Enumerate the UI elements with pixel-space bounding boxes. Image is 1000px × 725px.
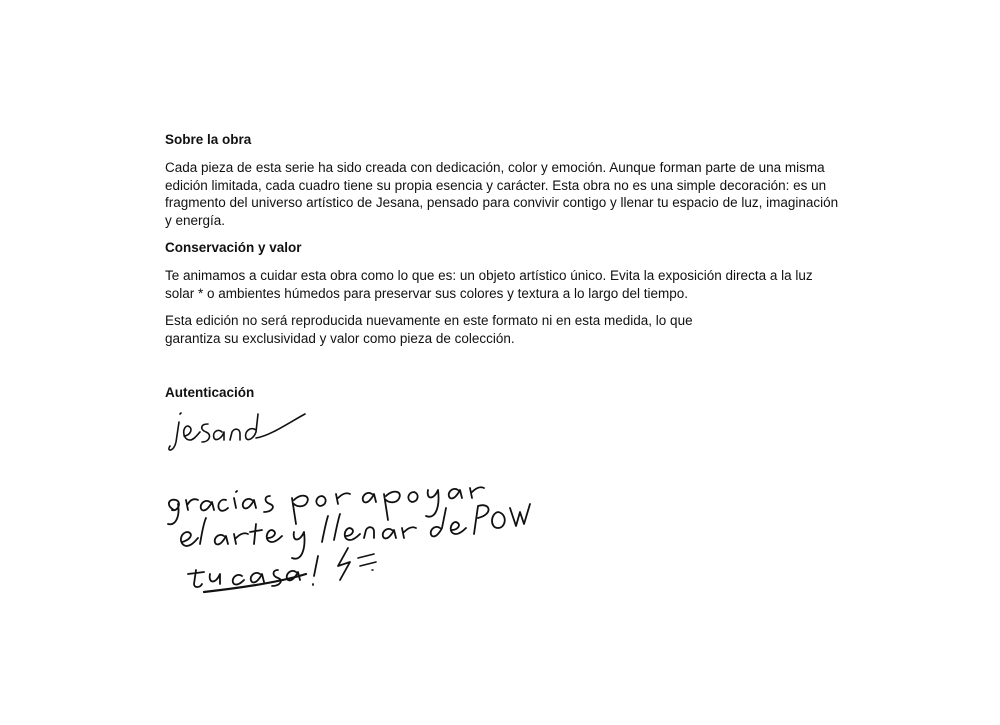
signature-image <box>160 402 320 457</box>
care-paragraph-1: Te animamos a cuidar esta obra como lo que es: un objeto artístico único. Evita la exposición directa a la luz solar * o ambientes húmedos para preservar sus colores y textura a lo largo del tiempo. <box>165 268 813 301</box>
care-heading: Conservación y valor <box>165 240 302 255</box>
care-paragraph-2: Esta edición no será reproducida nuevamente en este formato ni en esta medida, lo que garantiza su exclusividad y valor como pieza de colección. <box>165 313 693 346</box>
about-heading: Sobre la obra <box>165 132 252 147</box>
auth-heading: Autenticación <box>165 385 255 400</box>
handwritten-note-image <box>160 466 540 601</box>
about-paragraph: Cada pieza de esta serie ha sido creada con dedicación, color y emoción. Aunque forman parte de una misma edición limitada, cada cuadro tiene su propia esencia y carácter. Esta obra no es una simple decoración: es un fragmento del universo artístico de Jesana, pensado para convivir contigo y llenar tu espacio de luz, imaginación y energía. <box>165 160 839 228</box>
document-body <box>165 131 845 412</box>
